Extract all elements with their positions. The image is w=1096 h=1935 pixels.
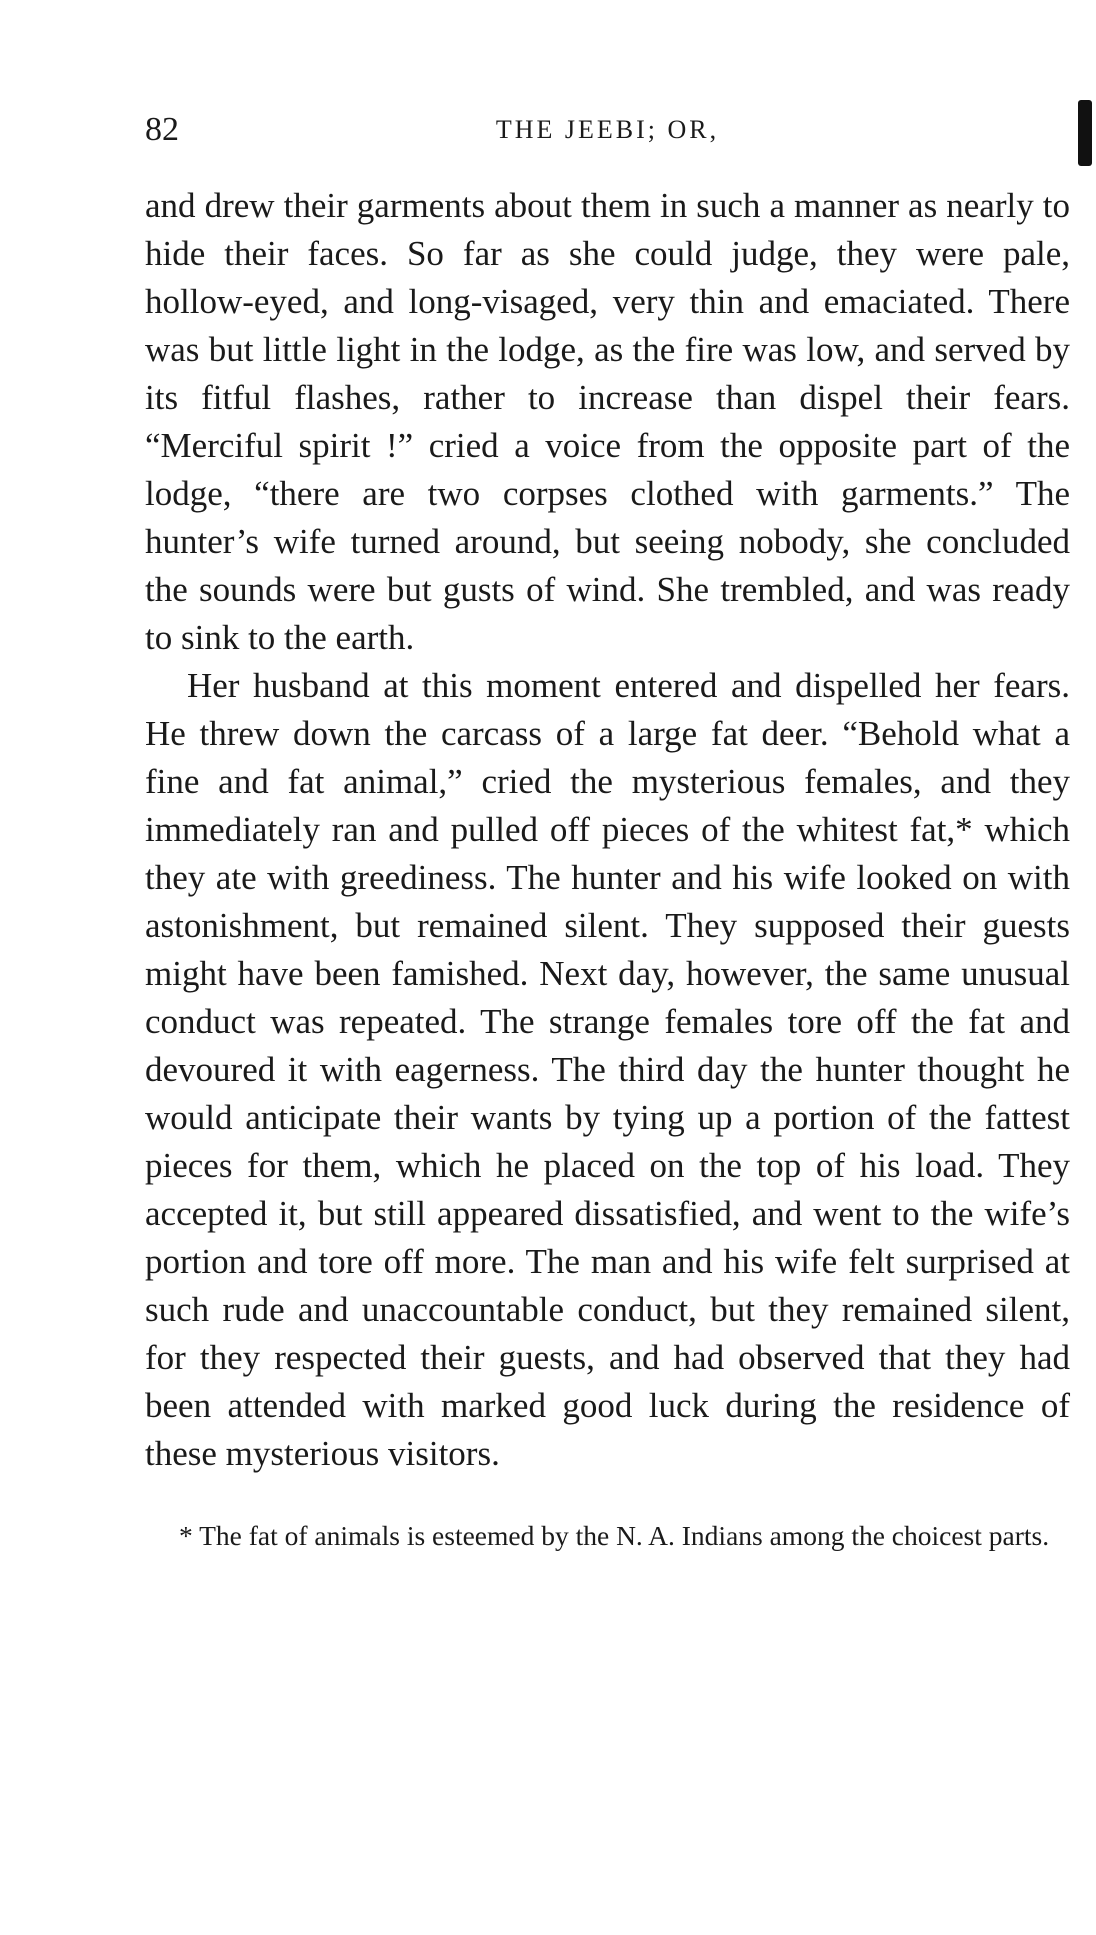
paragraph-2: Her husband at this moment entered and dispelled her fears. He threw down the carcass of a large fat deer. “Behold what a fine and fat animal,” cried the mysterious females, and they immediately ran and pulled off pieces of the whitest fat,* which they ate with greediness. The hunter and his wife looked on with astonishment, but remained silent. They supposed their guests might have been famished. Next day, however, the same unusual conduct was repeated. The strange females tore off the fat and devoured it with eagerness. The third day the hunter thought he would anticipate their wants by tying up a portion of the fattest pieces for them, which he placed on the top of his load. They accepted it, but still appeared dissatisfied, and went to the wife’s portion and tore off more. The man and his wife felt surprised at such rude and unaccountable conduct, but they remained silent, for they respected their guests, and had observed that they had been attended with marked good luck during the residence of these mysterious visitors. (145, 666, 1070, 1473)
running-head (145, 100, 1070, 160)
body-text (145, 182, 1070, 1478)
paragraph-1: and drew their garments about them in such a manner as nearly to hide their faces. So far as she could judge, they were pale, hollow-eyed, and long-visaged, very thin and emaciated. There was but little light in the lodge, as the fire was low, and served by its fitful flashes, rather to increase than dispel their fears. “Merciful spirit !” cried a voice from the opposite part of the lodge, “there are two corpses clothed with garments.” The hunter’s wife turned around, but seeing nobody, she concluded the sounds were but gusts of wind. She trembled, and was ready to sink to the earth. (145, 186, 1070, 657)
running-title: THE JEEBI; OR, (495, 115, 720, 144)
footnote: * The fat of animals is esteemed by the N. A. Indians among the choicest parts. (179, 1520, 1050, 1551)
book-page (145, 100, 1070, 1584)
page-number: 82 (145, 111, 179, 148)
page-edge-mark (1078, 100, 1092, 166)
